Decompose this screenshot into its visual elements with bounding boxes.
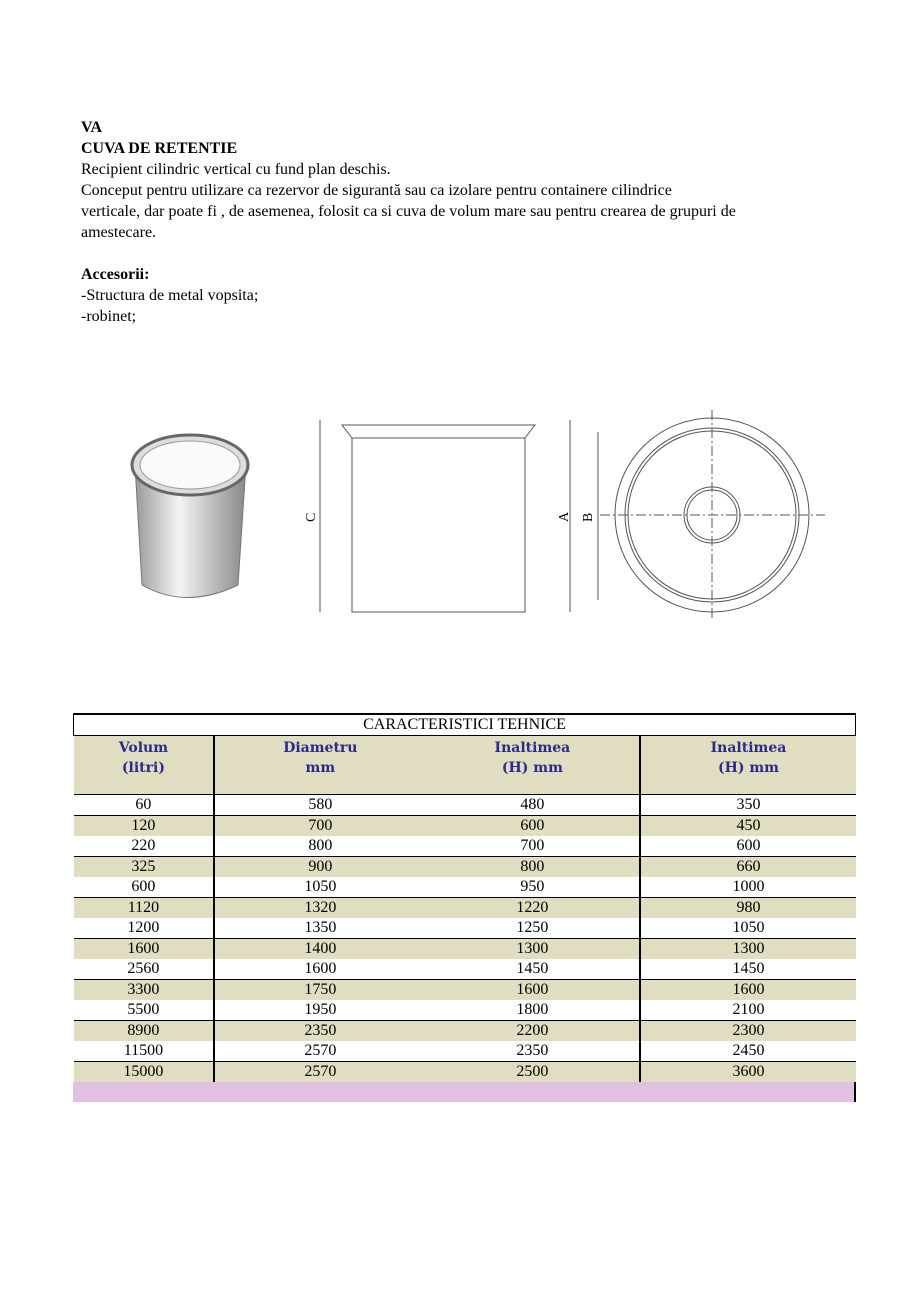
- description-line: Recipient cilindric vertical cu fund plan deschis.: [81, 161, 391, 178]
- table-cell: 5500: [74, 1000, 215, 1021]
- column-header-line: (H) mm: [717, 760, 779, 776]
- table-header: [74, 736, 856, 795]
- table-cell: 3600: [640, 1062, 855, 1083]
- column-header: [214, 736, 425, 795]
- table-cell: 2350: [214, 1021, 425, 1042]
- table-cell: 1050: [214, 877, 425, 898]
- table-title: CARACTERISTICI TEHNICE: [74, 714, 856, 736]
- table-cell: 1600: [74, 939, 215, 960]
- table-row: [74, 1041, 856, 1062]
- table-cell: 1220: [425, 898, 640, 919]
- table-row: [74, 857, 856, 878]
- table-row: [74, 898, 856, 919]
- table-cell: 2570: [214, 1041, 425, 1062]
- table-cell: 1120: [74, 898, 215, 919]
- description-line: amestecare.: [81, 224, 157, 241]
- column-header: [74, 736, 215, 795]
- table-cell: 2570: [214, 1062, 425, 1083]
- table-cell: 220: [74, 836, 215, 857]
- table-cell: 325: [74, 857, 215, 878]
- accessories-heading: Accesorii:: [81, 266, 150, 283]
- table-row: [74, 795, 856, 816]
- table-cell: 580: [214, 795, 425, 816]
- table-cell: 600: [640, 836, 855, 857]
- column-header-line: Diametru: [283, 740, 358, 756]
- table-cell: 2350: [425, 1041, 640, 1062]
- table-row: [74, 1021, 856, 1042]
- table-cell: 1600: [640, 980, 855, 1001]
- table-cell: 11500: [74, 1041, 215, 1062]
- side-view: [320, 420, 535, 612]
- table-row: [74, 939, 856, 960]
- table-cell: 15000: [74, 1062, 215, 1083]
- table-cell: 2100: [640, 1000, 855, 1021]
- table-row: [74, 980, 856, 1001]
- table-cell: 1450: [640, 959, 855, 980]
- dimension-b: B: [581, 512, 596, 522]
- table-cell: 1950: [214, 1000, 425, 1021]
- table-cell: 350: [640, 795, 855, 816]
- table-cell: 1350: [214, 918, 425, 939]
- table-cell: 1750: [214, 980, 425, 1001]
- table-cell: 1800: [425, 1000, 640, 1021]
- table-cell: 1300: [640, 939, 855, 960]
- technical-drawing: [120, 400, 840, 630]
- column-header-line: Volum: [118, 740, 169, 756]
- specs-table-container: [73, 713, 856, 1102]
- table-cell: 1300: [425, 939, 640, 960]
- table-cell: 1320: [214, 898, 425, 919]
- column-header-line: mm: [305, 760, 336, 776]
- table-cell: 1450: [425, 959, 640, 980]
- table-cell: 800: [425, 857, 640, 878]
- table-cell: 1600: [214, 959, 425, 980]
- table-cell: 950: [425, 877, 640, 898]
- table-cell: 1000: [640, 877, 855, 898]
- table-cell: 1050: [640, 918, 855, 939]
- table-cell: 8900: [74, 1021, 215, 1042]
- table-row: [74, 959, 856, 980]
- table-cell: 60: [74, 795, 215, 816]
- table-cell: 480: [425, 795, 640, 816]
- table-cell: 1600: [425, 980, 640, 1001]
- table-cell: 2200: [425, 1021, 640, 1042]
- dimension-a: A: [557, 511, 572, 522]
- tank-photo: [132, 435, 248, 598]
- table-cell: 450: [640, 816, 855, 837]
- table-cell: 900: [214, 857, 425, 878]
- table-cell: 2300: [640, 1021, 855, 1042]
- top-view: [570, 410, 825, 620]
- description-line: verticale, dar poate fi , de asemenea, folosit ca si cuva de volum mare sau pentru crearea de grupuri de: [81, 203, 736, 220]
- column-header-line: (H) mm: [501, 760, 563, 776]
- table-row: [74, 1062, 856, 1083]
- product-code: VA: [81, 119, 103, 136]
- column-header-line: Inaltimea: [494, 740, 571, 756]
- accessory-item: -Structura de metal vopsita;: [81, 287, 259, 304]
- table-cell: 980: [640, 898, 855, 919]
- table-cell: 2500: [425, 1062, 640, 1083]
- table-cell: 700: [425, 836, 640, 857]
- table-row: [74, 836, 856, 857]
- table-footer-bar: [73, 1082, 856, 1102]
- table-cell: 800: [214, 836, 425, 857]
- dimension-c: C: [304, 512, 319, 522]
- accessory-item: -robinet;: [81, 308, 137, 325]
- table-cell: 660: [640, 857, 855, 878]
- description-line: Conceput pentru utilizare ca rezervor de sigurantă sau ca izolare pentru containere cilindrice: [81, 182, 672, 199]
- column-header: [425, 736, 640, 795]
- table-cell: 600: [74, 877, 215, 898]
- table-cell: 1400: [214, 939, 425, 960]
- column-header-line: Inaltimea: [710, 740, 787, 756]
- table-row: [74, 1000, 856, 1021]
- table-cell: 2450: [640, 1041, 855, 1062]
- table-row: [74, 918, 856, 939]
- table-cell: 700: [214, 816, 425, 837]
- table-cell: 2560: [74, 959, 215, 980]
- table-cell: 600: [425, 816, 640, 837]
- table-row: [74, 877, 856, 898]
- table-cell: 3300: [74, 980, 215, 1001]
- column-header-line: (litri): [121, 760, 165, 776]
- table-cell: 1250: [425, 918, 640, 939]
- table-cell: 1200: [74, 918, 215, 939]
- column-header: [640, 736, 855, 795]
- specs-table: [73, 713, 856, 1082]
- table-row: [74, 816, 856, 837]
- table-cell: 120: [74, 816, 215, 837]
- product-title: CUVA DE RETENTIE: [81, 140, 238, 157]
